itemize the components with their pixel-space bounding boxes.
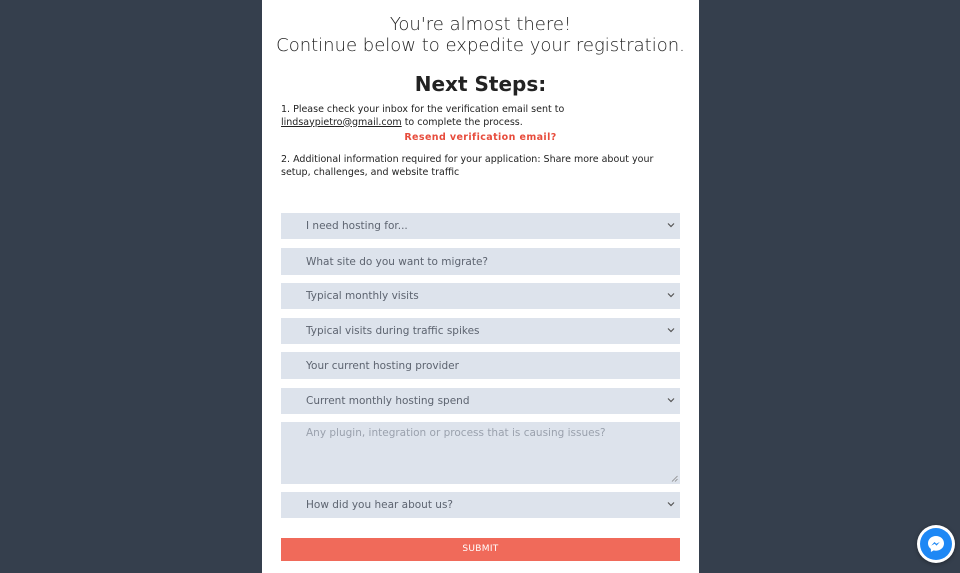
heard-about-select[interactable] bbox=[281, 492, 680, 518]
migrate-site-input[interactable] bbox=[281, 248, 680, 275]
next-steps-title: Next Steps: bbox=[414, 72, 547, 96]
verification-email: lindsaypietro@gmail.com bbox=[281, 116, 402, 128]
header-line-1: You're almost there! bbox=[389, 14, 572, 35]
step-1-text bbox=[281, 104, 679, 129]
step-2-text: 2. Additional information required for your application: Share more about your setup, challenges, and website traffic bbox=[281, 154, 654, 178]
resize-grip-icon[interactable] bbox=[671, 475, 678, 482]
submit-button[interactable]: SUBMIT bbox=[281, 538, 680, 561]
issues-textarea[interactable] bbox=[281, 422, 680, 484]
spike-visits-select[interactable] bbox=[281, 318, 680, 344]
step-1-suffix: to complete the process. bbox=[401, 116, 523, 128]
chevron-down-icon bbox=[664, 396, 678, 406]
heard-about-value: How did you hear about us? bbox=[306, 499, 453, 511]
chevron-down-icon bbox=[664, 291, 678, 301]
messenger-icon bbox=[920, 528, 952, 560]
spike-visits-value: Typical visits during traffic spikes bbox=[306, 325, 480, 337]
current-provider-placeholder: Your current hosting provider bbox=[306, 359, 459, 372]
header-line-2: Continue below to expedite your registration. bbox=[276, 35, 685, 56]
registration-card bbox=[262, 0, 699, 573]
chevron-down-icon bbox=[664, 221, 678, 231]
monthly-visits-value: Typical monthly visits bbox=[306, 290, 419, 302]
monthly-visits-select[interactable] bbox=[281, 283, 680, 309]
chevron-down-icon bbox=[664, 326, 678, 336]
step-1-prefix: 1. Please check your inbox for the verification email sent to bbox=[281, 104, 565, 115]
current-provider-input[interactable] bbox=[281, 352, 680, 379]
migrate-site-placeholder: What site do you want to migrate? bbox=[306, 255, 489, 268]
messenger-chat-button[interactable] bbox=[917, 525, 955, 563]
monthly-spend-select[interactable] bbox=[281, 388, 680, 414]
hosting-for-value: I need hosting for... bbox=[306, 220, 408, 232]
hosting-for-select[interactable] bbox=[281, 213, 680, 239]
issues-placeholder: Any plugin, integration or process that is causing issues? bbox=[306, 427, 606, 439]
monthly-spend-value: Current monthly hosting spend bbox=[306, 395, 470, 407]
chevron-down-icon bbox=[664, 500, 678, 510]
resend-verification-link[interactable]: Resend verification email? bbox=[404, 132, 557, 143]
